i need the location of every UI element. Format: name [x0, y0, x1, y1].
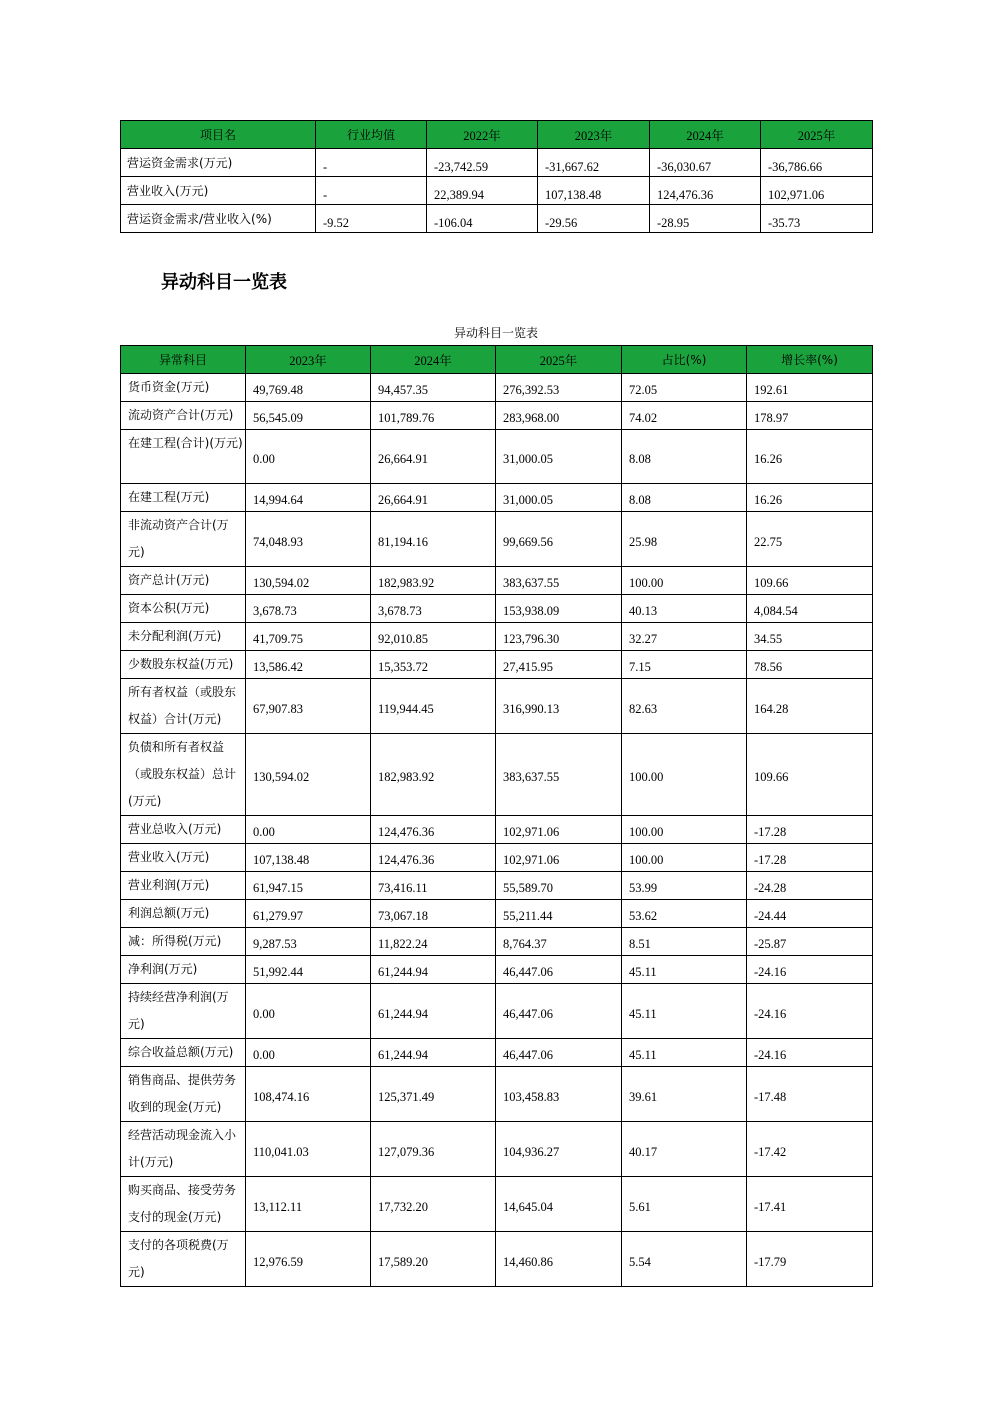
value-cell: -29.56	[538, 205, 650, 233]
value-cell: 73,416.11	[371, 872, 496, 900]
table-row	[121, 679, 873, 734]
value-cell: 94,457.35	[371, 374, 496, 402]
table-row	[121, 816, 873, 844]
column-header: 异常科目	[121, 346, 246, 374]
row-label-cell: 利润总额(万元)	[121, 900, 246, 928]
table-header-row	[121, 346, 873, 374]
value-cell: 46,447.06	[496, 956, 622, 984]
row-label-cell: 营业收入(万元)	[121, 177, 316, 205]
value-cell: -35.73	[761, 205, 873, 233]
table-row	[121, 430, 873, 484]
table-row	[121, 623, 873, 651]
row-label-cell: 营运资金需求/营业收入(%)	[121, 205, 316, 233]
column-header: 2023年	[246, 346, 371, 374]
value-cell: 61,244.94	[371, 1039, 496, 1067]
value-cell: 49,769.48	[246, 374, 371, 402]
table-row	[121, 1232, 873, 1287]
value-cell: 192.61	[747, 374, 873, 402]
value-cell: 31,000.05	[496, 484, 622, 512]
table-row	[121, 734, 873, 816]
value-cell: 8,764.37	[496, 928, 622, 956]
value-cell: 51,992.44	[246, 956, 371, 984]
row-label-cell: 销售商品、提供劳务收到的现金(万元)	[121, 1067, 246, 1122]
working-capital-table	[120, 120, 873, 233]
table-row	[121, 928, 873, 956]
value-cell: -24.44	[747, 900, 873, 928]
table-row	[121, 595, 873, 623]
row-label-cell: 经营活动现金流入小计(万元)	[121, 1122, 246, 1177]
value-cell: -36,030.67	[650, 149, 761, 177]
value-cell: 3,678.73	[371, 595, 496, 623]
value-cell: -24.28	[747, 872, 873, 900]
table-row	[121, 205, 873, 233]
value-cell: 82.63	[622, 679, 747, 734]
table-row	[121, 484, 873, 512]
value-cell: 130,594.02	[246, 567, 371, 595]
table-row	[121, 149, 873, 177]
value-cell: 73,067.18	[371, 900, 496, 928]
column-header: 2024年	[371, 346, 496, 374]
value-cell: 100.00	[622, 844, 747, 872]
value-cell: 72.05	[622, 374, 747, 402]
value-cell: 61,244.94	[371, 956, 496, 984]
value-cell: 12,976.59	[246, 1232, 371, 1287]
value-cell: 110,041.03	[246, 1122, 371, 1177]
value-cell: 78.56	[747, 651, 873, 679]
row-label-cell: 负债和所有者权益（或股东权益）总计(万元)	[121, 734, 246, 816]
value-cell: 5.54	[622, 1232, 747, 1287]
value-cell: 25.98	[622, 512, 747, 567]
value-cell: 22,389.94	[427, 177, 538, 205]
value-cell: 39.61	[622, 1067, 747, 1122]
row-label-cell: 在建工程(合计)(万元)	[121, 430, 246, 484]
value-cell: 61,244.94	[371, 984, 496, 1039]
value-cell: 40.17	[622, 1122, 747, 1177]
value-cell: 383,637.55	[496, 567, 622, 595]
table-row	[121, 844, 873, 872]
section-title: 异动科目一览表	[161, 272, 287, 293]
anomaly-items-table	[120, 345, 873, 1287]
value-cell: 81,194.16	[371, 512, 496, 567]
value-cell: 34.55	[747, 623, 873, 651]
value-cell: 5.61	[622, 1177, 747, 1232]
value-cell: 178.97	[747, 402, 873, 430]
value-cell: 9,287.53	[246, 928, 371, 956]
value-cell: 123,796.30	[496, 623, 622, 651]
value-cell: 164.28	[747, 679, 873, 734]
table-header-row	[121, 121, 873, 149]
value-cell: 32.27	[622, 623, 747, 651]
table-row	[121, 984, 873, 1039]
table-row	[121, 651, 873, 679]
value-cell: 53.99	[622, 872, 747, 900]
value-cell: 130,594.02	[246, 734, 371, 816]
value-cell: 283,968.00	[496, 402, 622, 430]
column-header: 项目名	[121, 121, 316, 149]
value-cell: 45.11	[622, 1039, 747, 1067]
value-cell: 13,112.11	[246, 1177, 371, 1232]
row-label-cell: 非流动资产合计(万元)	[121, 512, 246, 567]
value-cell: -31,667.62	[538, 149, 650, 177]
table-row	[121, 374, 873, 402]
value-cell: -24.16	[747, 1039, 873, 1067]
value-cell: 14,460.86	[496, 1232, 622, 1287]
table-row	[121, 1122, 873, 1177]
value-cell: 0.00	[246, 430, 371, 484]
row-label-cell: 在建工程(万元)	[121, 484, 246, 512]
value-cell: 40.13	[622, 595, 747, 623]
value-cell: 14,994.64	[246, 484, 371, 512]
value-cell: 182,983.92	[371, 734, 496, 816]
value-cell: 55,589.70	[496, 872, 622, 900]
row-label-cell: 营业利润(万元)	[121, 872, 246, 900]
table-row	[121, 1067, 873, 1122]
row-label-cell: 资本公积(万元)	[121, 595, 246, 623]
value-cell: 11,822.24	[371, 928, 496, 956]
table-row	[121, 872, 873, 900]
value-cell: 109.66	[747, 567, 873, 595]
table-row	[121, 402, 873, 430]
value-cell: 13,586.42	[246, 651, 371, 679]
value-cell: 53.62	[622, 900, 747, 928]
value-cell: 0.00	[246, 1039, 371, 1067]
table-row	[121, 567, 873, 595]
value-cell: -28.95	[650, 205, 761, 233]
column-header: 2025年	[761, 121, 873, 149]
value-cell: 124,476.36	[650, 177, 761, 205]
value-cell: 46,447.06	[496, 1039, 622, 1067]
value-cell: -106.04	[427, 205, 538, 233]
value-cell: 27,415.95	[496, 651, 622, 679]
value-cell: -24.16	[747, 984, 873, 1039]
value-cell: 61,279.97	[246, 900, 371, 928]
value-cell: 102,971.06	[496, 816, 622, 844]
row-label-cell: 营运资金需求(万元)	[121, 149, 316, 177]
value-cell: 16.26	[747, 430, 873, 484]
value-cell: 22.75	[747, 512, 873, 567]
row-label-cell: 未分配利润(万元)	[121, 623, 246, 651]
row-label-cell: 持续经营净利润(万元)	[121, 984, 246, 1039]
value-cell: 100.00	[622, 567, 747, 595]
value-cell: 8.51	[622, 928, 747, 956]
value-cell: 67,907.83	[246, 679, 371, 734]
row-label-cell: 购买商品、接受劳务支付的现金(万元)	[121, 1177, 246, 1232]
value-cell: 124,476.36	[371, 844, 496, 872]
value-cell: 17,732.20	[371, 1177, 496, 1232]
table-row	[121, 1177, 873, 1232]
row-label-cell: 流动资产合计(万元)	[121, 402, 246, 430]
value-cell: 127,079.36	[371, 1122, 496, 1177]
column-header: 增长率(%)	[747, 346, 873, 374]
value-cell: 8.08	[622, 484, 747, 512]
value-cell: 383,637.55	[496, 734, 622, 816]
value-cell: -17.48	[747, 1067, 873, 1122]
value-cell: 100.00	[622, 816, 747, 844]
column-header: 2022年	[427, 121, 538, 149]
value-cell: 101,789.76	[371, 402, 496, 430]
value-cell: -17.42	[747, 1122, 873, 1177]
value-cell: 108,474.16	[246, 1067, 371, 1122]
value-cell: 0.00	[246, 984, 371, 1039]
value-cell: 119,944.45	[371, 679, 496, 734]
row-label-cell: 货币资金(万元)	[121, 374, 246, 402]
value-cell: 15,353.72	[371, 651, 496, 679]
value-cell: 3,678.73	[246, 595, 371, 623]
value-cell: 45.11	[622, 984, 747, 1039]
table-row	[121, 956, 873, 984]
value-cell: 125,371.49	[371, 1067, 496, 1122]
table-row	[121, 1039, 873, 1067]
column-header: 2024年	[650, 121, 761, 149]
table-caption: 异动科目一览表	[453, 326, 538, 340]
value-cell: -	[316, 149, 427, 177]
row-label-cell: 支付的各项税费(万元)	[121, 1232, 246, 1287]
value-cell: -17.79	[747, 1232, 873, 1287]
value-cell: 61,947.15	[246, 872, 371, 900]
column-header: 2025年	[496, 346, 622, 374]
value-cell: 104,936.27	[496, 1122, 622, 1177]
value-cell: 45.11	[622, 956, 747, 984]
column-header: 2023年	[538, 121, 650, 149]
value-cell: 55,211.44	[496, 900, 622, 928]
value-cell: 103,458.83	[496, 1067, 622, 1122]
row-label-cell: 少数股东权益(万元)	[121, 651, 246, 679]
row-label-cell: 减：所得税(万元)	[121, 928, 246, 956]
value-cell: -24.16	[747, 956, 873, 984]
value-cell: -17.41	[747, 1177, 873, 1232]
value-cell: 46,447.06	[496, 984, 622, 1039]
value-cell: -17.28	[747, 844, 873, 872]
value-cell: 26,664.91	[371, 484, 496, 512]
row-label-cell: 营业收入(万元)	[121, 844, 246, 872]
value-cell: 99,669.56	[496, 512, 622, 567]
value-cell: 107,138.48	[246, 844, 371, 872]
value-cell: 153,938.09	[496, 595, 622, 623]
table-row	[121, 177, 873, 205]
row-label-cell: 所有者权益（或股东权益）合计(万元)	[121, 679, 246, 734]
value-cell: 102,971.06	[761, 177, 873, 205]
value-cell: -9.52	[316, 205, 427, 233]
value-cell: 7.15	[622, 651, 747, 679]
value-cell: 56,545.09	[246, 402, 371, 430]
value-cell: 100.00	[622, 734, 747, 816]
value-cell: 107,138.48	[538, 177, 650, 205]
table-row	[121, 512, 873, 567]
value-cell: 102,971.06	[496, 844, 622, 872]
value-cell: 26,664.91	[371, 430, 496, 484]
table-row	[121, 900, 873, 928]
row-label-cell: 综合收益总额(万元)	[121, 1039, 246, 1067]
value-cell: -17.28	[747, 816, 873, 844]
value-cell: 4,084.54	[747, 595, 873, 623]
value-cell: 41,709.75	[246, 623, 371, 651]
row-label-cell: 净利润(万元)	[121, 956, 246, 984]
value-cell: 74,048.93	[246, 512, 371, 567]
value-cell: 316,990.13	[496, 679, 622, 734]
value-cell: 182,983.92	[371, 567, 496, 595]
value-cell: 74.02	[622, 402, 747, 430]
value-cell: 14,645.04	[496, 1177, 622, 1232]
value-cell: 276,392.53	[496, 374, 622, 402]
value-cell: 31,000.05	[496, 430, 622, 484]
column-header: 行业均值	[316, 121, 427, 149]
value-cell: 16.26	[747, 484, 873, 512]
value-cell: -25.87	[747, 928, 873, 956]
value-cell: 17,589.20	[371, 1232, 496, 1287]
value-cell: 124,476.36	[371, 816, 496, 844]
value-cell: -	[316, 177, 427, 205]
value-cell: -36,786.66	[761, 149, 873, 177]
value-cell: 8.08	[622, 430, 747, 484]
value-cell: 109.66	[747, 734, 873, 816]
row-label-cell: 资产总计(万元)	[121, 567, 246, 595]
row-label-cell: 营业总收入(万元)	[121, 816, 246, 844]
value-cell: 92,010.85	[371, 623, 496, 651]
value-cell: 0.00	[246, 816, 371, 844]
value-cell: -23,742.59	[427, 149, 538, 177]
column-header: 占比(%)	[622, 346, 747, 374]
